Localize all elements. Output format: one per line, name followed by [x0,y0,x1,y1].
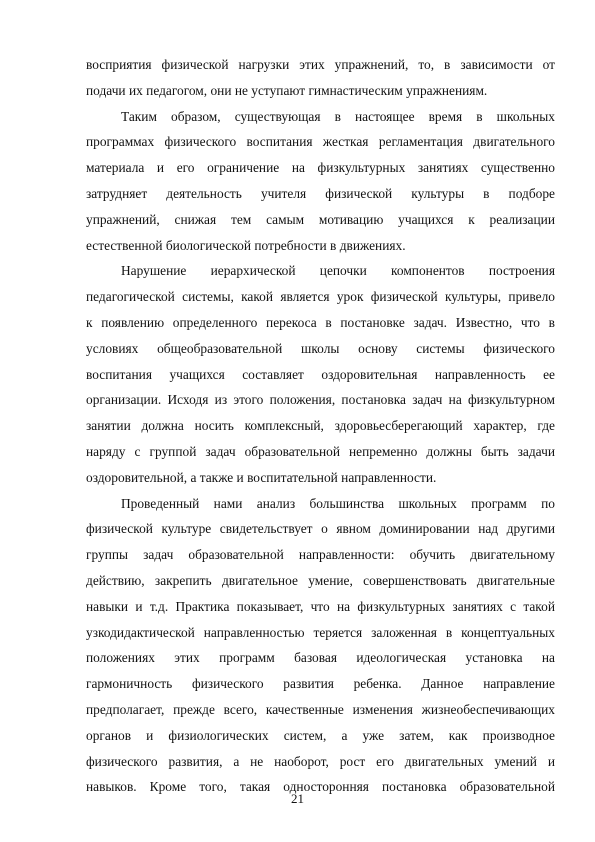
text-line: действию, закрепить двигательное умение, совершенствовать двигательные [86,572,555,588]
text-line: наряду с группой задач образовательной непременно должны быть задачи [86,443,555,459]
text-line: материала и его ограничение на физкультурных занятиях существенно [86,160,555,176]
text-line: физической культуре свидетельствует о явном доминировании над другими [86,521,555,537]
text-line: условиях общеобразовательной школы основу системы физического [86,340,555,356]
page-number: 21 [291,791,304,806]
text-line: занятии должна носить комплексный, здоровьесберегающий характер, где [86,418,555,434]
paragraph [86,52,555,104]
text-line: навыки и т.д. Практика показывает, что на физкультурных занятиях с такой [86,598,555,614]
paragraph [86,104,555,259]
paragraph [86,491,555,801]
text-line: узкодидактической направленностью теряется заложенная в концептуальных [86,624,555,640]
text-line: подачи их педагогом, они не уступают гимнастическим упражнениям. [86,82,488,98]
text-line: навыков. Кроме того, такая односторонняя постановка образовательной [86,779,555,795]
text-line: физического развития, а не наоборот, рост его двигательных умений и [86,753,555,769]
text-line: упражнений, снижая тем самым мотивацию учащихся к реализации [86,211,555,227]
text-line: восприятия физической нагрузки этих упражнений, то, в зависимости от [86,57,555,72]
text-line: предполагает, прежде всего, качественные изменения жизнеобеспечивающих [86,701,555,717]
text-line: воспитания учащихся составляет оздоровительная направленность ее [86,366,555,382]
text-line: педагогической системы, какой является урок физической культуры, привело [86,289,555,305]
text-line: к появлению определенного перекоса в постановке задач. Известно, что в [86,314,555,330]
page-body [86,52,555,800]
text-line: положениях этих программ базовая идеологическая установка на [86,650,555,666]
text-line: оздоровительной, а также и воспитательной направленности. [86,469,437,485]
text-line: группы задач образовательной направленности: обучить двигательному [86,547,555,563]
text-line: организации. Исходя из этого положения, постановка задач на физкультурном [86,392,555,408]
text-line: Таким образом, существующая в настоящее время в школьных [121,108,555,124]
text-line: органов и физиологических систем, а уже затем, как производное [86,727,555,743]
paragraph [86,258,555,490]
text-line: программах физического воспитания жесткая регламентация двигательного [86,134,555,150]
text-line: затрудняет деятельность учителя физической культуры в подборе [86,185,555,201]
text-line: гармоничность физического развития ребенка. Данное направление [86,676,555,692]
text-line: естественной биологической потребности в движениях. [86,237,406,253]
text-line: Нарушение иерархической цепочки компонентов построения [121,263,555,279]
text-line: Проведенный нами анализ большинства школьных программ по [121,495,555,511]
